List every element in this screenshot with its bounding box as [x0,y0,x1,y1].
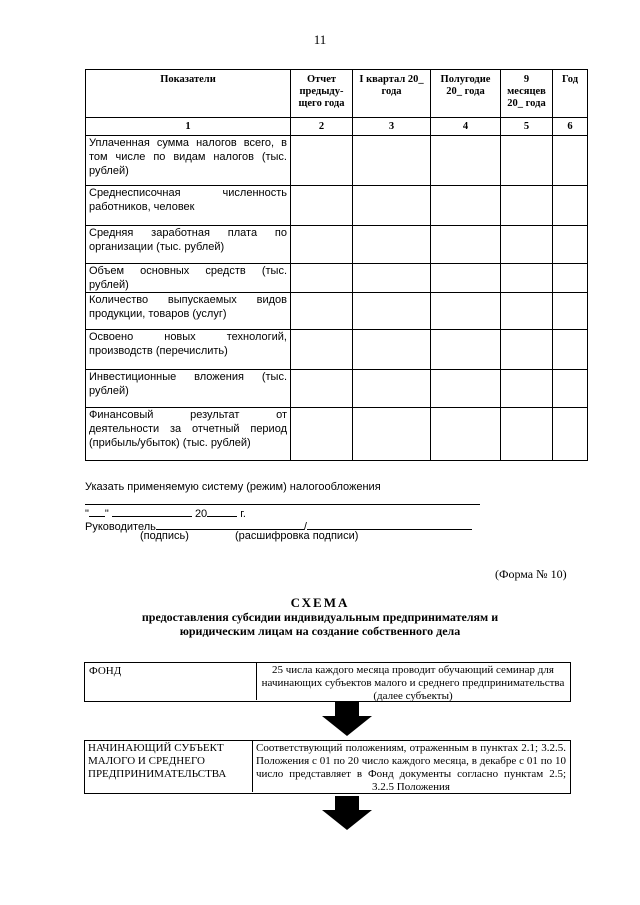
cell [501,136,553,186]
cell [353,408,431,461]
cell [291,136,353,186]
indicator-taxes: Уплаченная сумма налогов всего, в том числе по видам налогов (тыс. рублей) [86,136,291,186]
indicator-fixed-assets: Объем основных средств (тыс. рублей) [86,264,291,293]
day-field [89,505,105,517]
indicator-financial-result: Финансовый результат от деятельности за отчетный период (прибыль/убыток) (тыс. рублей) [86,408,291,461]
cell [353,226,431,264]
slash: / [303,521,307,533]
col-num: 3 [353,118,431,136]
scheme-subtitle-line2: юридическим лицам на создание собственного дела [179,624,461,638]
header-prev-year: Отчет предыду-щего года [291,70,353,118]
step1-left-box [84,662,257,702]
decode-field [307,518,472,530]
form-number: (Форма № 10) [495,567,567,581]
col-num: 4 [431,118,501,136]
cell [291,330,353,370]
col-num: 1 [86,118,291,136]
year-field [207,505,237,517]
month-field [112,505,192,517]
cell [291,293,353,330]
cell [553,136,588,186]
signature-field [156,518,304,530]
cell [353,330,431,370]
cell [431,408,501,461]
cell [501,370,553,408]
table-row [86,408,588,461]
scheme-title: СХЕМА [290,595,350,610]
header-q1: I квартал 20_ года [353,70,431,118]
col-num: 2 [291,118,353,136]
table-row [86,330,588,370]
table-row [86,293,588,330]
table-row [86,370,588,408]
arrow-down-icon [322,702,372,736]
cell [431,293,501,330]
header-half-year: Полугодие 20_ года [431,70,501,118]
table-row [86,226,588,264]
page-number: 11 [313,32,327,47]
header-9-months: 9 месяцев 20_ года [501,70,553,118]
head-label: Руководитель [85,521,156,533]
indicator-headcount: Среднесписочная численность работников, человек [86,186,291,226]
year-prefix: 20 [194,508,208,520]
decode-caption: (расшифровка подписи) [235,530,359,542]
col-num: 6 [553,118,588,136]
column-numbers-row [86,118,588,136]
date-quote-open: " [85,508,89,520]
cell [291,408,353,461]
arrow-down-icon [322,796,372,830]
cell [501,330,553,370]
step1-left-text: ФОНД [89,665,122,677]
cell [353,293,431,330]
table-header-row [86,70,588,118]
table-row [86,136,588,186]
cell [291,264,353,293]
cell [553,330,588,370]
table-row [86,186,588,226]
cell [553,186,588,226]
cell [431,186,501,226]
cell [553,408,588,461]
header-year: Год [553,70,588,118]
cell [501,264,553,293]
indicator-products: Количество выпускаемых видов продукции, товаров (услуг) [86,293,291,330]
scheme-subtitle [120,610,520,638]
step2-divider [252,740,253,792]
cell [553,293,588,330]
cell [291,370,353,408]
indicator-technologies: Освоено новых технологий, производств (перечислить) [86,330,291,370]
indicators-table [85,69,588,461]
cell [501,293,553,330]
step2-left-text: НАЧИНАЮЩИЙ СУБЪЕКТ МАЛОГО И СРЕДНЕГО ПРЕДПРИНИМАТЕЛЬСТВА [88,742,227,780]
cell [353,186,431,226]
cell [353,370,431,408]
indicator-investments: Инвестиционные вложения (тыс. рублей) [86,370,291,408]
year-suffix: г. [240,508,246,520]
cell [553,264,588,293]
date-quote-close: " [104,508,109,520]
tax-system-label: Указать применяемую систему (режим) налогообложения [85,481,381,493]
table-row [86,264,588,293]
cell [553,370,588,408]
cell [501,226,553,264]
cell [431,330,501,370]
header-indicators: Показатели [86,70,291,118]
scheme-subtitle-line1: предоставления субсидии индивидуальным предпринимателям и [141,610,499,624]
cell [431,264,501,293]
cell [501,186,553,226]
cell [353,264,431,293]
cell [501,408,553,461]
col-num: 5 [501,118,553,136]
step1-right-text: 25 числа каждого месяца проводит обучающий семинар для начинающих субъектов малого и среднего предпринимательства (далее субъекты) [261,664,565,702]
cell [431,136,501,186]
step2-right-text: Соответствующий положениям, отраженным в пунктах 2.1; 3.2.5. Положения с 01 по 20 число каждого месяца, в декабре с 01 по 10 число представляет в Фонд документы согласно пунктам 2.5; 3.2.5 Положения [256,742,566,793]
indicator-salary: Средняя заработная плата по организации (тыс. рублей) [86,226,291,264]
cell [291,186,353,226]
cell [431,226,501,264]
signature-caption: (подпись) [140,530,189,542]
cell [431,370,501,408]
cell [353,136,431,186]
step1-divider [256,662,257,700]
cell [553,226,588,264]
cell [291,226,353,264]
